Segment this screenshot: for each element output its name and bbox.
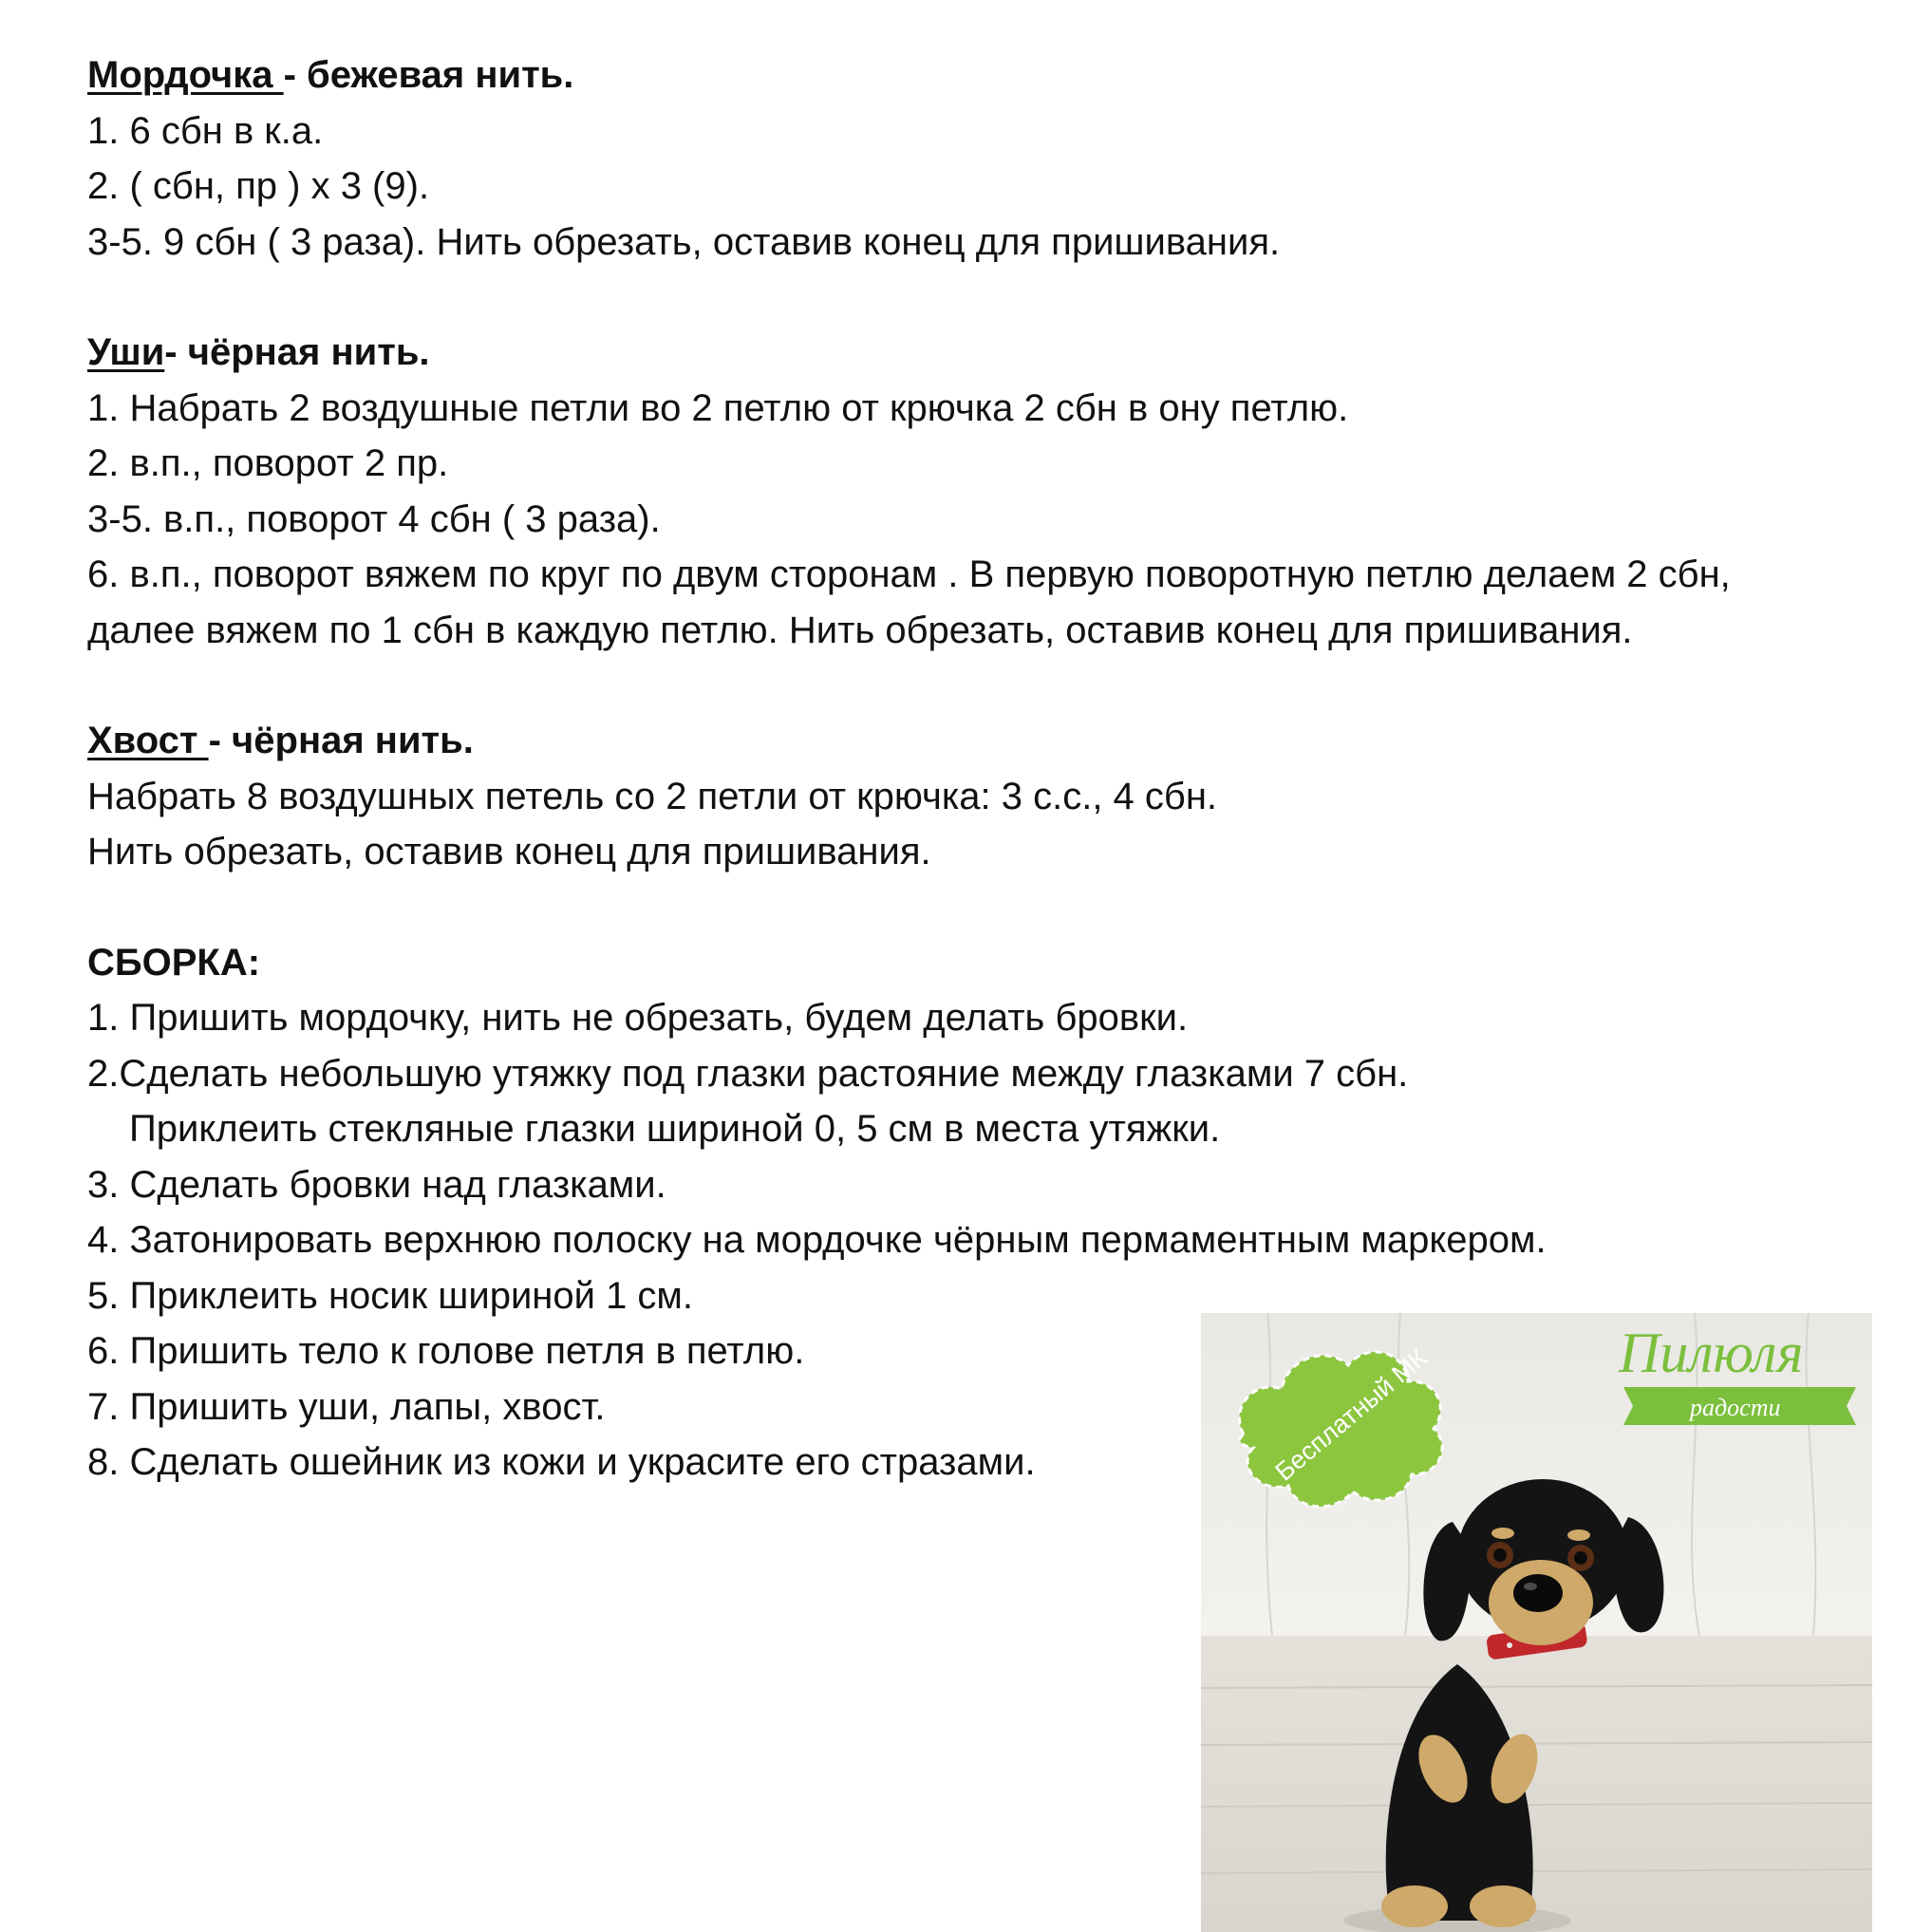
muzzle-step: 1. 6 сбн в к.а. — [87, 109, 324, 152]
assembly-step-continuation: Приклеить стекляные глазки шириной 0, 5 см в места утяжки. — [129, 1108, 1221, 1150]
ears-step: 1. Набрать 2 воздушные петли во 2 петлю от крючка 2 сбн в ону петлю. — [87, 386, 1349, 429]
assembly-step: 3. Сделать бровки над глазками. — [87, 1163, 666, 1206]
ears-step: 2. в.п., поворот 2 пр. — [87, 442, 449, 484]
ears-yarn: - чёрная нить. — [164, 331, 430, 373]
assembly-step: 6. Пришить тело к голове петля в петлю. — [87, 1330, 805, 1372]
assembly-step: 5. Приклеить носик шириной 1 см. — [87, 1274, 694, 1317]
tail-title: Хвост — [87, 720, 209, 761]
floor — [1201, 1636, 1872, 1932]
brand-subtitle: радости — [1690, 1394, 1781, 1421]
ears-step: 3-5. в.п., поворот 4 сбн ( 3 раза). — [87, 497, 661, 540]
muzzle-step: 3-5. 9 сбн ( 3 раза). Нить обрезать, оставив конец для пришивания. — [87, 220, 1281, 263]
ears-title: Уши — [87, 331, 165, 373]
tail-heading — [87, 713, 1901, 769]
section-tail — [87, 713, 1901, 880]
ears-step: 6. в.п., поворот вяжем по круг по двум сторонам . В первую поворотную петлю делаем 2 сбн, — [87, 553, 1731, 595]
muzzle-title: Мордочка — [87, 54, 284, 96]
assembly-step: 7. Пришить уши, лапы, хвост. — [87, 1385, 606, 1428]
muzzle-step: 2. ( сбн, пр ) х 3 (9). — [87, 165, 430, 207]
assembly-step: 2.Сделать небольшую утяжку под глазки растояние между глазками 7 сбн. — [87, 1052, 1409, 1095]
muzzle-yarn: - бежевая нить. — [283, 54, 574, 96]
section-muzzle — [87, 47, 1901, 270]
toy-photo — [1201, 1313, 1872, 1932]
toy-photo-illustration — [1201, 1313, 1872, 1932]
brand-title: Пилюля — [1619, 1322, 1804, 1384]
assembly-step: 4. Затонировать верхнюю полоску на мордочке чёрным пермаментным маркером. — [87, 1219, 1547, 1261]
section-ears — [87, 325, 1901, 658]
tail-step: Нить обрезать, оставив конец для пришивания. — [87, 831, 931, 872]
tail-yarn: - чёрная нить. — [208, 720, 474, 761]
muzzle-heading — [87, 47, 1901, 103]
badge-label: Бесплатный МК — [1269, 1343, 1433, 1487]
ears-heading — [87, 325, 1901, 381]
assembly-step: 8. Сделать ошейник из кожи и украсите его стразами. — [87, 1441, 1036, 1483]
assembly-step: 1. Пришить мордочку, нить не обрезать, будем делать бровки. — [87, 997, 1189, 1039]
tail-step: Набрать 8 воздушных петель со 2 петли от крючка: 3 с.с., 4 сбн. — [87, 775, 1218, 817]
assembly-heading: СБОРКА: — [87, 941, 261, 984]
ears-step: далее вяжем по 1 сбн в каждую петлю. Нить обрезать, оставив конец для пришивания. — [87, 609, 1633, 651]
